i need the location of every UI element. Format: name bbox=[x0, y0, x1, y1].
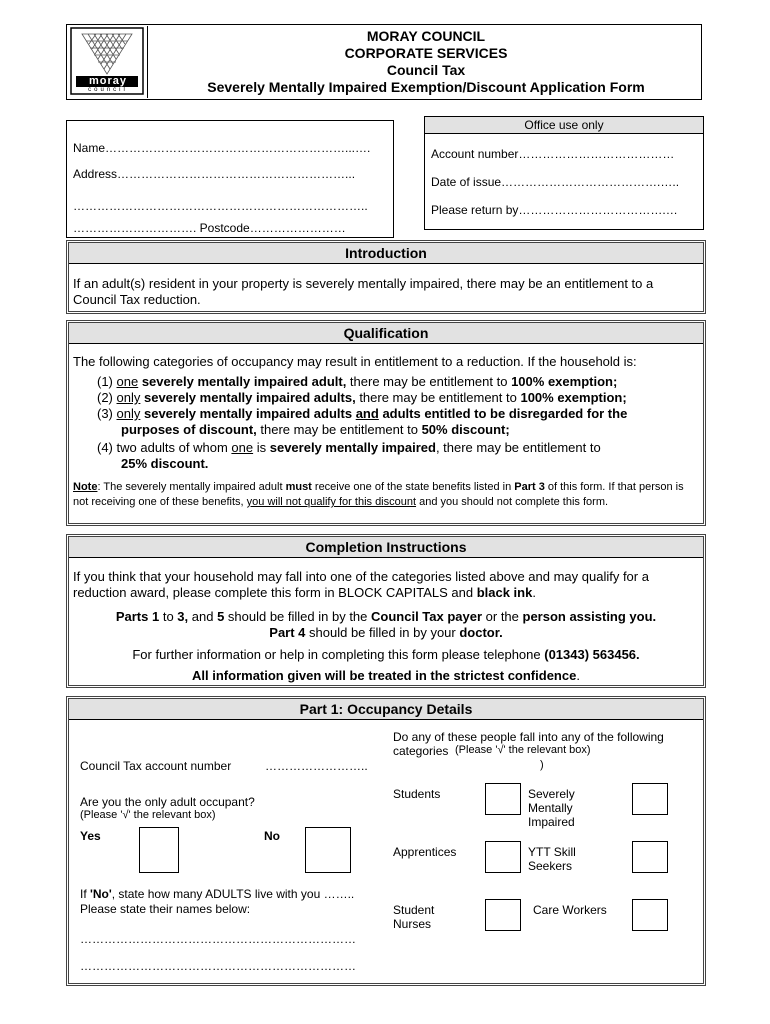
no-label: No bbox=[264, 829, 280, 843]
qualification-lead: The following categories of occupancy may result in entitlement to a reduction. If the household is: bbox=[73, 354, 637, 369]
qualification-item-3-cont: purposes of discount, there may be entitlement to 50% discount; bbox=[121, 422, 510, 437]
only-adult-question: Are you the only adult occupant? bbox=[80, 795, 255, 809]
categories-tick-note: (Please '√' the relevant box) bbox=[455, 744, 591, 756]
smi-checkbox[interactable] bbox=[632, 783, 668, 815]
students-checkbox[interactable] bbox=[485, 783, 521, 815]
office-use-box bbox=[424, 116, 704, 230]
address-field[interactable]: Address…………………………………………………... bbox=[73, 167, 356, 181]
qualification-item-3: (3) only severely mentally impaired adults and adults entitled to be disregarded for the bbox=[97, 406, 628, 421]
applicant-details-box bbox=[66, 120, 394, 238]
care-workers-checkbox[interactable] bbox=[632, 899, 668, 931]
council-tax-account-field[interactable]: …………………….. bbox=[265, 759, 368, 773]
categories-question: Do any of these people fall into any of the following categories bbox=[393, 730, 664, 758]
smi-label: Severely Mentally Impaired bbox=[528, 787, 575, 829]
only-adult-tick-note: (Please '√' the relevant box) bbox=[80, 809, 216, 821]
if-no-adults-count: If 'No', state how many ADULTS live with you …….. bbox=[80, 887, 355, 901]
introduction-section bbox=[66, 240, 706, 314]
completion-para-4: For further information or help in completing this form please telephone (01343) 563456. bbox=[132, 647, 640, 662]
student-nurses-label: Student Nurses bbox=[393, 903, 435, 931]
no-checkbox[interactable] bbox=[305, 827, 351, 873]
logo-subtext: council bbox=[88, 87, 128, 93]
logo-wordmark: moray bbox=[88, 75, 128, 87]
completion-section bbox=[66, 534, 706, 688]
completion-para-5: All information given will be treated in the strictest confidence. bbox=[192, 668, 580, 683]
completion-heading: Completion Instructions bbox=[69, 537, 703, 558]
completion-para-1: If you think that your household may fall into one of the categories listed above and may qualify for a reduction award, please complete this form in BLOCK CAPITALS and black ink. bbox=[73, 569, 649, 600]
org-name: MORAY COUNCIL bbox=[366, 28, 486, 44]
names-label: Please state their names below: bbox=[80, 902, 251, 916]
qualification-heading: Qualification bbox=[69, 323, 703, 344]
completion-para-3: Part 4 should be filled in by your doctor. bbox=[269, 625, 503, 640]
name-field[interactable]: Name……………………………………………………...…. bbox=[73, 141, 371, 155]
ytt-checkbox[interactable] bbox=[632, 841, 668, 873]
address-line-2[interactable]: ……………………………………………………………….. bbox=[73, 199, 368, 213]
qualification-item-4-cont: 25% discount. bbox=[121, 456, 209, 471]
care-workers-label: Care Workers bbox=[533, 903, 607, 917]
ytt-label: YTT Skill Seekers bbox=[528, 845, 576, 873]
categories-close-paren: ) bbox=[540, 759, 544, 771]
moray-council-logo bbox=[68, 26, 148, 98]
name-line-2[interactable]: …………………………………………………………… bbox=[80, 959, 356, 973]
apprentices-label: Apprentices bbox=[393, 845, 457, 859]
completion-para-2: Parts 1 to 3, and 5 should be filled in by the Council Tax payer or the person assisting you. bbox=[115, 609, 657, 624]
introduction-text: If an adult(s) resident in your property is severely mentally impaired, there may be an entitlement to a Council Tax reduction. bbox=[73, 276, 654, 307]
qualification-item-4: (4) two adults of whom one is severely mentally impaired, there may be entitlement to bbox=[97, 440, 601, 455]
postcode-field[interactable]: …………………………. Postcode…………………… bbox=[73, 221, 346, 235]
date-of-issue-field[interactable]: Date of issue………………………………….….. bbox=[431, 175, 680, 189]
office-use-title: Office use only bbox=[425, 117, 703, 134]
yes-checkbox[interactable] bbox=[139, 827, 179, 873]
department: CORPORATE SERVICES bbox=[344, 45, 508, 61]
student-nurses-checkbox[interactable] bbox=[485, 899, 521, 931]
qualification-item-1: (1) one severely mentally impaired adult, there may be entitlement to 100% exemption; bbox=[97, 374, 618, 389]
qualification-section bbox=[66, 320, 706, 526]
qualification-note: Note: The severely mentally impaired adult must receive one of the state benefits listed in Part 3 of this form. If that person is not receiving one of these benefits, you will not qualify for this discount and you should not complete this form. bbox=[73, 481, 684, 508]
yes-label: Yes bbox=[80, 829, 101, 843]
subject: Council Tax bbox=[386, 62, 466, 78]
part1-section bbox=[66, 696, 706, 986]
qualification-item-2: (2) only severely mentally impaired adults, there may be entitlement to 100% exemption; bbox=[97, 390, 627, 405]
part1-heading: Part 1: Occupancy Details bbox=[69, 699, 703, 720]
form-title: Severely Mentally Impaired Exemption/Discount Application Form bbox=[207, 79, 645, 95]
name-line-1[interactable]: …………………………………………………………… bbox=[80, 932, 356, 946]
council-tax-account-label: Council Tax account number bbox=[80, 759, 232, 773]
account-number-field[interactable]: Account number………………………………… bbox=[431, 147, 675, 161]
students-label: Students bbox=[393, 787, 441, 801]
return-by-field[interactable]: Please return by……………………………….… bbox=[431, 203, 678, 217]
apprentices-checkbox[interactable] bbox=[485, 841, 521, 873]
introduction-heading: Introduction bbox=[69, 243, 703, 264]
